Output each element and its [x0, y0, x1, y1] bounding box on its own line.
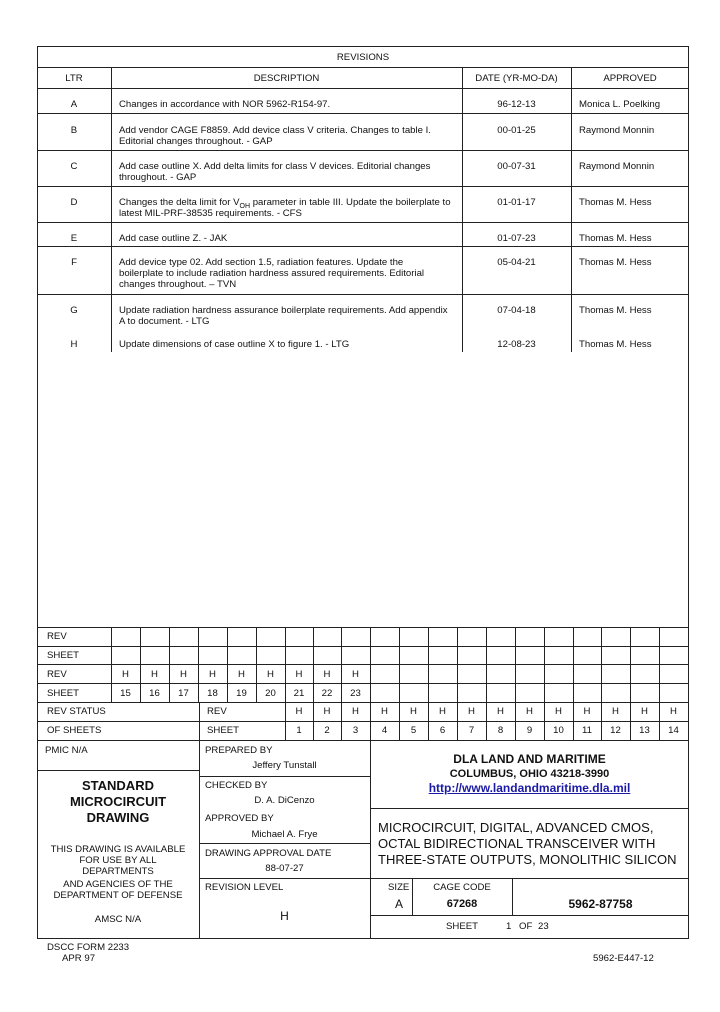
- revision-date: 01-01-17: [497, 197, 536, 208]
- revision-description-line: Add case outline X. Add delta limits for class V devices. Editorial changes: [119, 161, 431, 172]
- sheet-cell: 19: [236, 688, 247, 699]
- drawing-title-line-1: MICROCIRCUIT, DIGITAL, ADVANCED CMOS,: [378, 820, 654, 835]
- revision-letter: H: [70, 339, 78, 350]
- status-rev-cell: H: [526, 706, 533, 717]
- status-rev-cell: H: [670, 706, 677, 717]
- revision-date: 07-04-18: [497, 305, 536, 316]
- prepared-by-name: Jeffery Tunstall: [252, 760, 317, 771]
- cage-code: 67268: [446, 898, 478, 910]
- revision-date: 00-01-25: [497, 125, 536, 136]
- prepared-by-label: PREPARED BY: [205, 745, 273, 756]
- standard-line-2: MICROCIRCUIT: [69, 794, 167, 809]
- sheet-cell: 20: [265, 688, 276, 699]
- revision-letter: B: [70, 125, 78, 136]
- revision-approver: Monica L. Poelking: [579, 99, 661, 110]
- revision-level: H: [280, 909, 289, 923]
- status-sheet-cell: 6: [439, 725, 446, 736]
- size-label: SIZE: [388, 882, 410, 893]
- status-rev-cell: H: [612, 706, 619, 717]
- revision-description-line: changes throughout. – TVN: [119, 279, 237, 290]
- revision-level-label: REVISION LEVEL: [205, 882, 284, 893]
- sheet-row-label: SHEET: [47, 650, 79, 661]
- form-number: DSCC FORM 2233: [47, 942, 130, 953]
- revision-approver: Thomas M. Hess: [579, 305, 652, 316]
- revision-description-line: throughout. - GAP: [119, 172, 197, 183]
- standard-line-3: DRAWING: [86, 810, 150, 825]
- revision-description-line: boilerplate to include radiation hardness assured requirements. Editorial: [119, 268, 425, 279]
- status-sheet-cell: 12: [610, 725, 621, 736]
- availability-line-3: DEPARTMENTS: [82, 866, 154, 877]
- sheet-row-label: SHEET: [47, 688, 79, 699]
- revision-letter: D: [70, 197, 78, 208]
- sheet-cell: 18: [207, 688, 218, 699]
- status-rev-cell: H: [641, 706, 648, 717]
- status-sheet-cell: 10: [553, 725, 564, 736]
- revision-date: 96-12-13: [497, 99, 536, 110]
- sheet-cell: 22: [321, 688, 333, 699]
- status-rev-cell: H: [410, 706, 417, 717]
- rev-cell: H: [209, 669, 216, 680]
- availability-line-2: FOR USE BY ALL: [79, 855, 157, 866]
- status-sheet-cell: 9: [526, 725, 533, 736]
- approved-by-name: Michael A. Frye: [251, 829, 318, 840]
- status-sheet-cell: 11: [582, 725, 592, 736]
- status-rev-cell: H: [295, 706, 303, 717]
- status-sheet-cell: 1: [296, 725, 302, 736]
- rev-label: REV: [207, 706, 227, 717]
- status-rev-cell: H: [323, 706, 331, 717]
- availability-line-1: THIS DRAWING IS AVAILABLE: [50, 844, 186, 855]
- rev-cell: H: [122, 669, 129, 680]
- drawing-number: 5962-87758: [568, 897, 633, 911]
- revisions-title: REVISIONS: [336, 52, 390, 63]
- checked-by-name: D. A. DiCenzo: [254, 795, 315, 806]
- rev-row-label: REV: [47, 631, 67, 642]
- revision-description-line: Add case outline Z. - JAK: [119, 233, 228, 244]
- size-value: A: [395, 897, 404, 911]
- status-sheet-cell: 7: [468, 725, 475, 736]
- sheet-number: 1: [506, 921, 512, 932]
- date-header: DATE (YR-MO-DA): [475, 73, 558, 84]
- agency-name: DLA LAND AND MARITIME: [453, 752, 606, 766]
- revision-description-line: Add vendor CAGE F8859. Add device class V criteria. Changes to table I.: [119, 125, 431, 136]
- sheet-cell: 16: [149, 688, 160, 699]
- revision-approver: Thomas M. Hess: [579, 197, 652, 208]
- revision-description-line: Changes in accordance with NOR 5962-R154-97.: [119, 99, 331, 110]
- status-rev-cell: H: [583, 706, 591, 717]
- sheet-label: SHEET: [207, 725, 239, 736]
- revision-date: 01-07-23: [497, 233, 536, 244]
- status-sheet-cell: 2: [324, 725, 330, 736]
- approved-by-label: APPROVED BY: [205, 813, 274, 824]
- of-sheets-label: OF SHEETS: [47, 725, 102, 736]
- pmic-label: PMIC N/A: [45, 745, 88, 756]
- status-sheet-cell: 13: [639, 725, 650, 736]
- rev-row-label: REV: [47, 669, 67, 680]
- approved-header: APPROVED: [603, 73, 657, 84]
- rev-cell: H: [180, 669, 187, 680]
- rev-cell: H: [238, 669, 245, 680]
- revision-description-line: Update radiation hardness assurance boilerplate requirements. Add appendix: [119, 305, 448, 316]
- revision-approver: Thomas M. Hess: [579, 257, 652, 268]
- revision-description-line: Editorial changes throughout. - GAP: [119, 136, 273, 147]
- sheet-cell: 23: [350, 688, 361, 699]
- sheet-cell: 15: [120, 688, 131, 699]
- sheet-label: SHEET: [446, 921, 478, 932]
- revision-approver: Thomas M. Hess: [579, 233, 652, 244]
- revision-date: 00-07-31: [497, 161, 536, 172]
- status-sheet-cell: 14: [668, 725, 679, 736]
- cage-code-label: CAGE CODE: [433, 882, 491, 893]
- status-rev-cell: H: [497, 706, 504, 717]
- checked-by-label: CHECKED BY: [205, 780, 268, 791]
- revision-description-line: Changes the delta limit for $V_{OH}$ parameter in table III. Update the boilerplate to: [119, 197, 451, 210]
- revision-approver: Thomas M. Hess: [579, 339, 652, 350]
- revision-description-line: latest MIL-PRF-38535 requirements. - CFS: [119, 208, 302, 219]
- ltr-header: LTR: [65, 73, 83, 84]
- revision-description-line: A to document. - LTG: [119, 316, 210, 327]
- drawing-title-line-2: OCTAL BIDIRECTIONAL TRANSCEIVER WITH: [378, 836, 656, 851]
- drawing-title-line-3: THREE-STATE OUTPUTS, MONOLITHIC SILICON: [378, 852, 677, 867]
- total-sheets: 23: [538, 921, 549, 932]
- revision-date: 12-08-23: [497, 339, 536, 350]
- status-rev-cell: H: [352, 706, 359, 717]
- revision-letter: C: [70, 161, 78, 172]
- status-sheet-cell: 4: [381, 725, 388, 736]
- approval-date-label: DRAWING APPROVAL DATE: [205, 848, 332, 859]
- standard-line-1: STANDARD: [82, 778, 154, 793]
- rev-status-label: REV STATUS: [47, 706, 106, 717]
- revision-description-line: Add device type 02. Add section 1.5, radiation features. Update the: [119, 257, 404, 268]
- of-label: OF: [519, 921, 533, 932]
- rev-cell: H: [267, 669, 274, 680]
- rev-cell: H: [323, 669, 331, 680]
- form-date: APR 97: [62, 953, 96, 964]
- approval-date: 88-07-27: [265, 863, 304, 874]
- status-rev-cell: H: [555, 706, 562, 717]
- revision-letter: A: [70, 99, 78, 110]
- status-sheet-cell: 5: [410, 725, 417, 736]
- revision-approver: Raymond Monnin: [579, 161, 655, 172]
- sheet-cell: 21: [293, 688, 305, 699]
- status-rev-cell: H: [439, 706, 446, 717]
- revision-letter: G: [70, 305, 78, 316]
- rev-cell: H: [295, 669, 303, 680]
- revision-description-line: Update dimensions of case outline X to figure 1. - LTG: [119, 339, 350, 350]
- status-sheet-cell: 8: [497, 725, 504, 736]
- rev-cell: H: [352, 669, 359, 680]
- status-sheet-cell: 3: [352, 725, 359, 736]
- agency-url-link[interactable]: http://www.landandmaritime.dla.mil: [428, 781, 631, 795]
- revision-date: 05-04-21: [497, 257, 536, 268]
- availability-line-5: DEPARTMENT OF DEFENSE: [53, 890, 183, 901]
- revision-approver: Raymond Monnin: [579, 125, 655, 136]
- sheet-cell: 17: [178, 688, 189, 699]
- amsc-label: AMSC N/A: [94, 914, 142, 925]
- description-header: DESCRIPTION: [253, 73, 320, 84]
- revision-letter: F: [71, 257, 77, 268]
- document-code: 5962-E447-12: [593, 953, 654, 964]
- revision-letter: E: [70, 233, 78, 244]
- status-rev-cell: H: [468, 706, 475, 717]
- status-rev-cell: H: [381, 706, 388, 717]
- rev-cell: H: [151, 669, 158, 680]
- availability-line-4: AND AGENCIES OF THE: [63, 879, 173, 890]
- agency-city: COLUMBUS, OHIO 43218-3990: [449, 768, 610, 780]
